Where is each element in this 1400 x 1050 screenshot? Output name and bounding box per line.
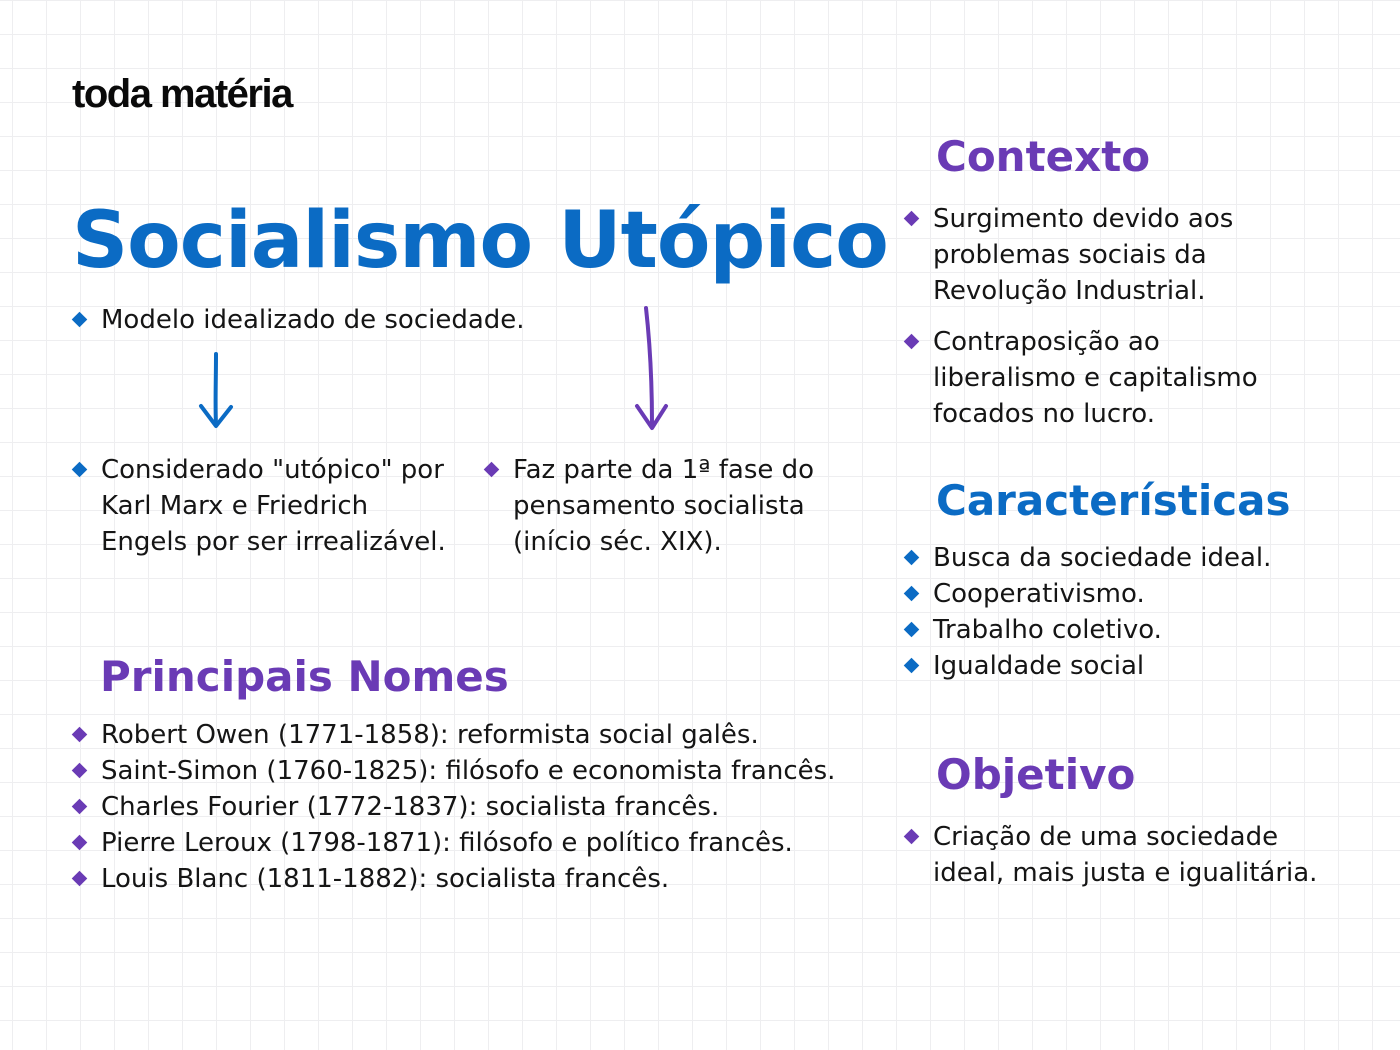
list-item: [74, 825, 835, 861]
list-item: [74, 789, 835, 825]
bullet-diamond-icon: [72, 799, 88, 815]
list-item-text: Trabalho coletivo.: [933, 615, 1162, 645]
logo: toda matéria: [72, 72, 292, 116]
branch-left-text: Considerado "utópico" por Karl Marx e Friedrich Engels por ser irrealizável.: [101, 455, 446, 557]
list-item-text: Charles Fourier (1772-1837): socialista francês.: [101, 792, 720, 822]
branch-right-bullet: [486, 452, 826, 560]
list-item: [906, 540, 1271, 576]
bullet-diamond-icon: [904, 586, 920, 602]
principais-list: [74, 717, 835, 897]
list-item: [74, 753, 835, 789]
bullet-diamond-icon: [72, 312, 88, 328]
contexto-item: [906, 324, 1306, 432]
list-item-text: Robert Owen (1771-1858): reformista social galês.: [101, 720, 759, 750]
bullet-diamond-icon: [72, 727, 88, 743]
objetivo-item: [906, 819, 1326, 891]
branch-left-bullet: [74, 452, 454, 560]
bullet-diamond-icon: [904, 334, 920, 350]
list-item: [906, 576, 1271, 612]
contexto-title: Contexto: [936, 132, 1151, 181]
arrow-down-right-icon: [626, 304, 686, 434]
contexto-text: Surgimento devido aos problemas sociais da Revolução Industrial.: [933, 204, 1234, 306]
list-item-text: Busca da sociedade ideal.: [933, 543, 1272, 573]
list-item-text: Igualdade social: [933, 651, 1145, 681]
objetivo-title: Objetivo: [936, 750, 1136, 799]
bullet-diamond-icon: [904, 658, 920, 674]
bullet-diamond-icon: [72, 462, 88, 478]
caracteristicas-list: [906, 540, 1271, 684]
intro-bullet: [74, 302, 594, 338]
intro-text: Modelo idealizado de sociedade.: [101, 305, 525, 335]
list-item: [906, 648, 1271, 684]
list-item: [906, 612, 1271, 648]
bullet-diamond-icon: [72, 835, 88, 851]
objetivo-text: Criação de uma sociedade ideal, mais justa e igualitária.: [933, 822, 1318, 888]
contexto-item: [906, 201, 1306, 309]
list-item-text: Saint-Simon (1760-1825): filósofo e economista francês.: [101, 756, 836, 786]
list-item: [74, 717, 835, 753]
bullet-diamond-icon: [904, 211, 920, 227]
list-item-text: Pierre Leroux (1798-1871): filósofo e político francês.: [101, 828, 793, 858]
bullet-diamond-icon: [484, 462, 500, 478]
list-item-text: Louis Blanc (1811-1882): socialista francês.: [101, 864, 670, 894]
bullet-diamond-icon: [72, 763, 88, 779]
bullet-diamond-icon: [72, 871, 88, 887]
bullet-diamond-icon: [904, 550, 920, 566]
caracteristicas-title: Características: [936, 476, 1291, 525]
main-title: Socialismo Utópico: [72, 196, 888, 286]
list-item: [74, 861, 835, 897]
branch-right-text: Faz parte da 1ª fase do pensamento socialista (início séc. XIX).: [513, 455, 815, 557]
list-item-text: Cooperativismo.: [933, 579, 1145, 609]
contexto-text: Contraposição ao liberalismo e capitalismo focados no lucro.: [933, 327, 1258, 429]
bullet-diamond-icon: [904, 622, 920, 638]
bullet-diamond-icon: [904, 829, 920, 845]
arrow-down-left-icon: [190, 350, 250, 434]
principais-title: Principais Nomes: [100, 652, 509, 701]
